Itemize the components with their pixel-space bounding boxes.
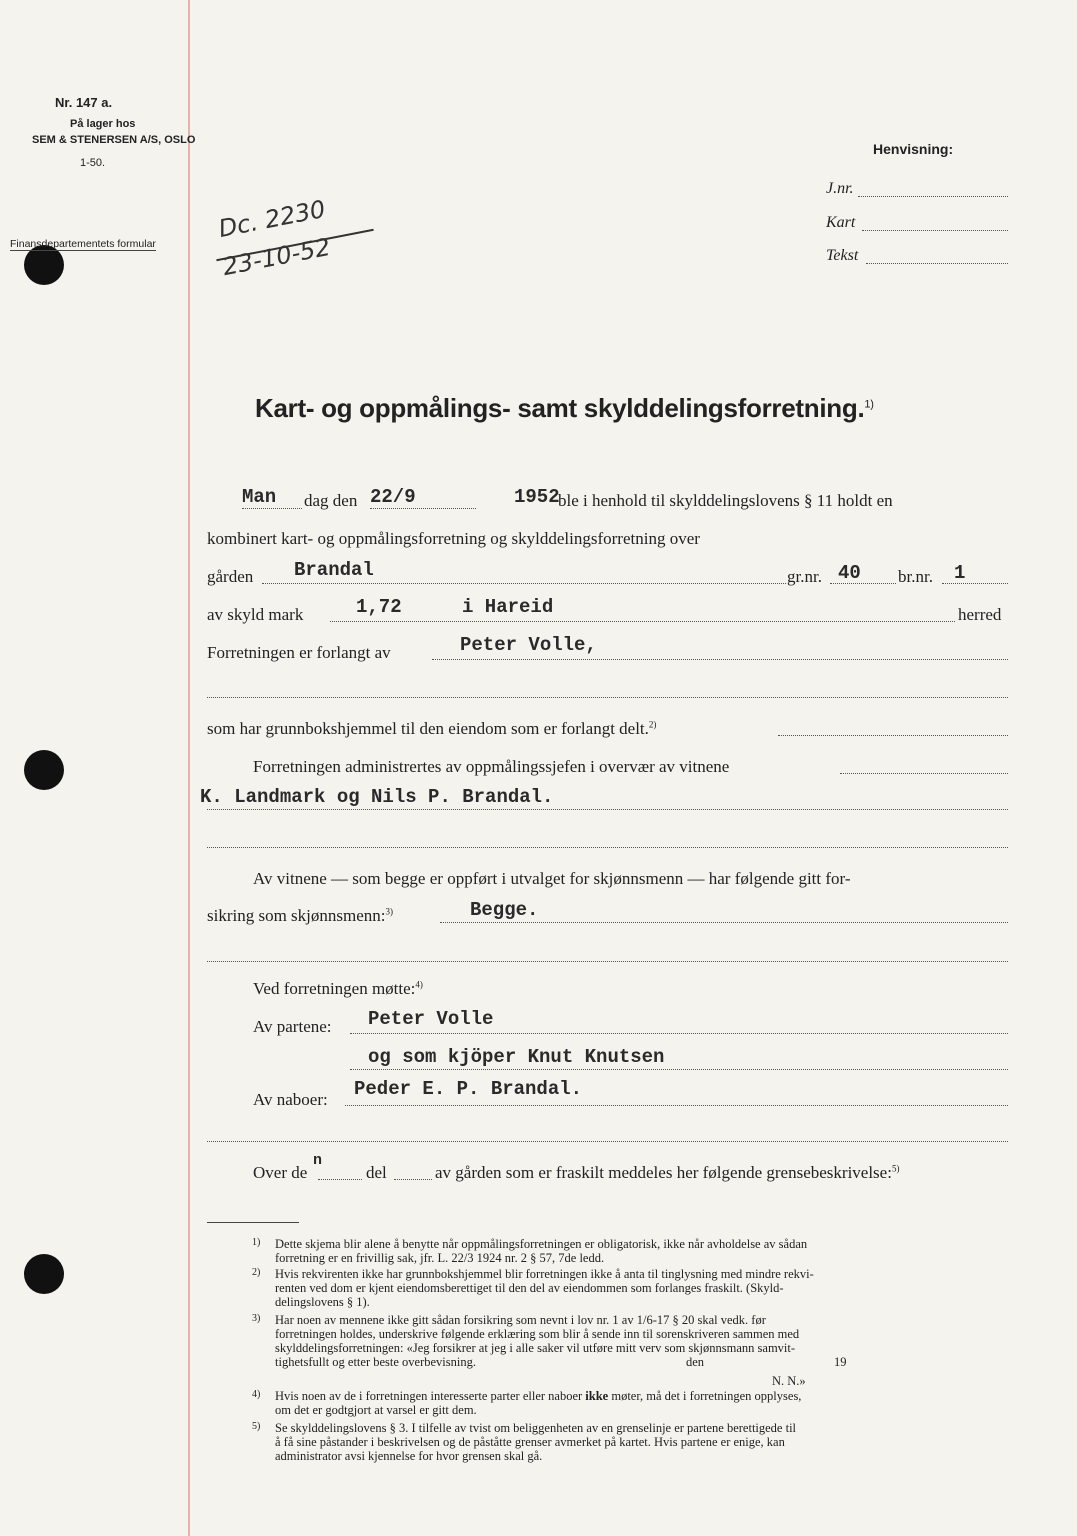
del-line <box>394 1179 432 1180</box>
neighbours-line <box>345 1105 1008 1106</box>
av-naboer-label: Av naboer: <box>253 1090 328 1109</box>
ble-i-label: ble i henhold til skylddelingslovens § 11 holdt en <box>558 491 893 510</box>
weekday-value: Man <box>242 486 277 508</box>
administr-line <box>840 773 1008 774</box>
fn4-mark: 4) <box>252 1389 261 1400</box>
requested-line <box>432 659 1008 660</box>
parties-2-line <box>350 1069 1008 1070</box>
herred-label: herred <box>958 605 1002 624</box>
parties-1-line <box>350 1033 1008 1034</box>
punch-hole <box>24 750 64 790</box>
over-de-suffix: n <box>313 1152 323 1169</box>
jnr-label: J.nr. <box>826 180 854 197</box>
av-garden-label: av gården som er fraskilt meddeles her følgende grensebeskrivelse:$^{5)}$ <box>435 1163 900 1182</box>
year-value: 1952 <box>514 486 560 508</box>
footnote-separator <box>207 1222 299 1223</box>
reference-heading: Henvisning: <box>873 141 954 157</box>
fn2-line-2: renten ved dom er kjent eiendomsberettiget til den del av eiendommen som forlanges fraskilt. (Skyld- <box>275 1281 784 1295</box>
av-vitnene-label: Av vitnene — som begge er oppført i utvalget for skjønnsmenn — har følgende gitt for- <box>253 869 851 888</box>
punch-hole <box>24 245 64 285</box>
forsikring-label: sikring som skjønnsmenn:$^{3)}$ <box>207 906 394 925</box>
herred-value: i Hareid <box>462 596 554 618</box>
grnr-value: 40 <box>838 562 861 584</box>
blank-line-3 <box>207 961 1008 962</box>
jnr-line <box>858 196 1008 197</box>
fn3-mark: 3) <box>252 1313 261 1324</box>
som-har-line <box>778 735 1008 736</box>
kart-label: Kart <box>826 214 856 231</box>
fn1-line-1: Dette skjema blir alene å benytte når oppmålingsforretningen er obligatorisk, ikke når avholdelse av sådan <box>275 1237 808 1251</box>
fn1-mark: 1) <box>252 1237 261 1248</box>
sworn-line <box>440 922 1008 923</box>
ministry-form: Finansdepartementets formular <box>10 238 156 250</box>
fn5-line-3: administrator avsi kjennelse for hvor grensen skal gå. <box>275 1449 543 1463</box>
dag-den-label: dag den <box>304 491 358 510</box>
neighbours-value: Peder E. P. Brandal. <box>354 1078 583 1100</box>
fn3-year: 19 <box>834 1355 847 1369</box>
parties-2-value: og som kjöper Knut Knutsen <box>368 1046 665 1068</box>
fn4-line-2: om det er godtgjort at varsel er gitt dem. <box>275 1403 477 1417</box>
del-label: del <box>366 1163 387 1182</box>
weekday-line <box>242 508 302 509</box>
fn2-mark: 2) <box>252 1267 261 1278</box>
requested-by-value: Peter Volle, <box>460 634 597 656</box>
fn3-line-1: Har noen av mennene ikke gitt sådan forsikring som nevnt i lov nr. 1 av 1/6-17 § 20 skal vedk. før <box>275 1313 766 1327</box>
fn3-sign: N. N.» <box>772 1374 806 1388</box>
punch-hole <box>24 1254 64 1294</box>
fn2-line-3: delingslovens § 1). <box>275 1295 370 1309</box>
blank-line-1 <box>207 697 1008 698</box>
av-skyld-label: av skyld mark <box>207 605 304 624</box>
brnr-line <box>942 583 1008 584</box>
fn5-line-1: Se skylddelingslovens § 3. I tilfelle av tvist om beliggenheten av en grenselinje er partene berettigede til <box>275 1421 797 1435</box>
kart-line <box>862 230 1008 231</box>
over-de-line <box>318 1179 362 1180</box>
skyld-value: 1,72 <box>356 596 402 618</box>
fn3-line-2: forretningen holdes, underskrive følgende erklæring som blir å sende inn til sorenskriveren sammen med <box>275 1327 800 1341</box>
fn3-line-3: skylddelingsforretningen: «Jeg forsikrer at jeg i alle saker vil utføre mitt verv som skjønnsmann samvit- <box>275 1341 796 1355</box>
brnr-value: 1 <box>954 562 966 584</box>
farm-value: Brandal <box>294 559 374 581</box>
tekst-line <box>866 263 1008 264</box>
stock-line-1: På lager hos <box>70 118 136 130</box>
ved-label: Ved forretningen møtte:$^{4)}$ <box>253 979 423 998</box>
parties-1-value: Peter Volle <box>368 1008 494 1030</box>
fn1-line-2: forretning er en frivillig sak, jfr. L. 22/3 1924 nr. 2 § 57, 7de ledd. <box>275 1251 605 1265</box>
fn2-line-1: Hvis rekvirenten ikke har grunnbokshjemmel blir forretningen ikke å anta til tinglysning med mindre rekvi- <box>275 1267 814 1281</box>
som-har-label: som har grunnbokshjemmel til den eiendom som er forlangt delt.$^{2)}$ <box>207 719 657 738</box>
fn5-line-2: å få sine påstander i beskrivelsen og de påståtte grenser avmerket på kartet. Hvis partene er enige, kan <box>275 1435 785 1449</box>
witnesses-value: K. Landmark og Nils P. Brandal. <box>200 786 554 808</box>
skyld-line <box>330 621 955 622</box>
brnr-label: br.nr. <box>898 567 933 586</box>
forlangt-label: Forretningen er forlangt av <box>207 643 391 662</box>
fn4-line-1: Hvis noen av de i forretningen interesserte parter eller naboer ikke møter, må det i forretningen opplyses, <box>275 1389 802 1403</box>
sworn-value: Begge. <box>470 899 539 921</box>
margin-line <box>188 0 190 1536</box>
stamp-line-2: 23-10-52 <box>220 232 333 282</box>
stamp-line-1: Dc. 2230 <box>216 194 328 244</box>
over-de-label: Over de <box>253 1163 308 1182</box>
form-number: Nr. 147 a. <box>55 95 113 110</box>
farm-line <box>262 583 786 584</box>
grnr-label: gr.nr. <box>787 567 822 586</box>
blank-line-2 <box>207 847 1008 848</box>
fn5-mark: 5) <box>252 1421 261 1432</box>
administr-label: Forretningen administrertes av oppmålingssjefen i overvær av vitnene <box>253 757 730 776</box>
garden-label: gården <box>207 567 254 586</box>
av-partene-label: Av partene: <box>253 1017 332 1036</box>
document-title: Kart- og oppmålings- samt skylddelingsforretning.$^{1)}$ <box>255 393 874 423</box>
kombinert-label: kombinert kart- og oppmålingsforretning og skylddelingsforretning over <box>207 529 700 548</box>
edition: 1-50. <box>80 157 106 169</box>
tekst-label: Tekst <box>826 247 859 264</box>
blank-line-4 <box>207 1141 1008 1142</box>
date-line <box>370 508 476 509</box>
fn3-line-4: tighetsfullt og etter beste overbevisning. <box>275 1355 476 1369</box>
witnesses-line <box>207 809 1008 810</box>
stock-line-2: SEM & STENERSEN A/S, OSLO <box>32 134 196 146</box>
grnr-line <box>830 583 896 584</box>
date-value: 22/9 <box>370 486 416 508</box>
fn3-den: den <box>686 1355 705 1369</box>
